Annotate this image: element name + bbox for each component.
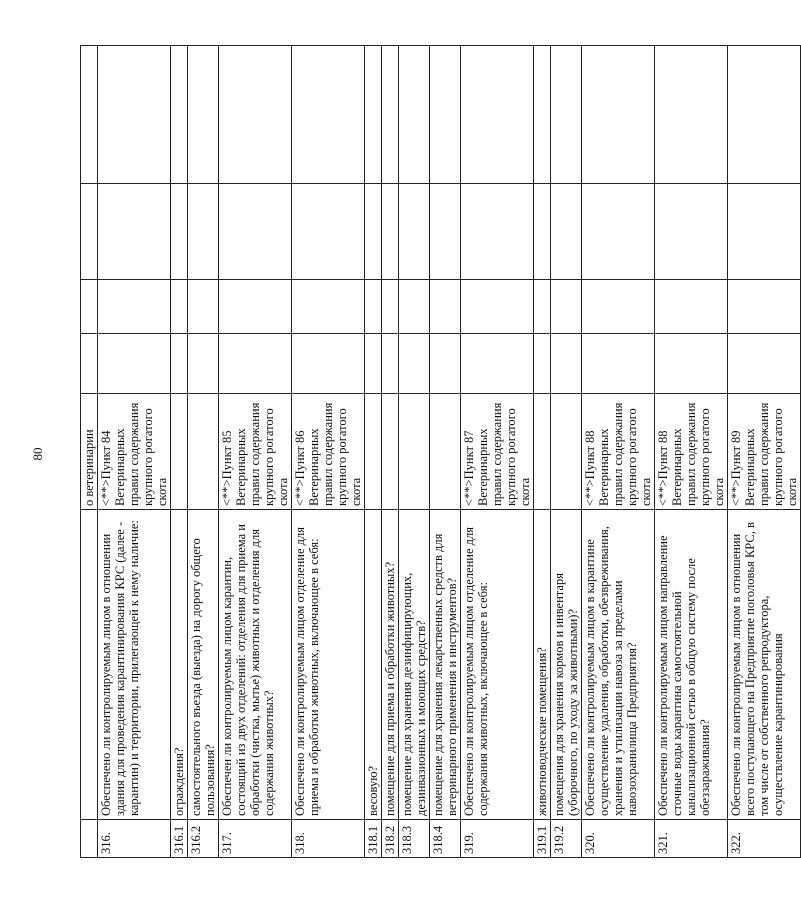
row-question: помещения для хранения кормов и инвентаря (уборочного, по уходу за животными)? — [551, 510, 582, 820]
answer-no-cell — [655, 280, 728, 334]
note-cell — [582, 46, 655, 184]
row-reference — [399, 394, 430, 510]
not-applicable-cell — [98, 184, 171, 280]
answer-no-cell — [399, 280, 430, 334]
note-cell — [292, 46, 365, 184]
row-reference — [365, 394, 382, 510]
answer-no-cell — [382, 280, 399, 334]
row-question: самостоятельного въезда (выезда) на дорогу общего пользования? — [188, 510, 219, 820]
row-question: Обеспечено ли контролируемым лицом направление сточные воды карантина самостоятельной канализационной сетью в общую систему после обеззараживания? — [655, 510, 728, 820]
not-applicable-cell — [219, 184, 292, 280]
table-row — [382, 46, 399, 858]
not-applicable-cell — [461, 184, 534, 280]
row-number: 316. — [98, 820, 171, 858]
table-row — [430, 46, 461, 858]
note-cell — [399, 46, 430, 184]
note-cell — [655, 46, 728, 184]
note-cell — [171, 46, 188, 184]
not-applicable-cell — [382, 184, 399, 280]
row-question: Обеспечено ли контролируемым лицом в отношении всего поступающего на Предприятие поголовья КРС, в том числе от собственного репродуктора, осуществление карантинирования — [728, 510, 801, 820]
note-cell — [461, 46, 534, 184]
answer-no-cell — [219, 280, 292, 334]
row-reference: <**>Пункт 84 Ветеринарных правил содержания крупного рогатого скота — [98, 394, 171, 510]
row-reference: <**>Пункт 89 Ветеринарных правил содержания крупного рогатого скота — [728, 394, 801, 510]
answer-yes-cell — [399, 334, 430, 394]
table-row — [98, 46, 171, 858]
table-row — [365, 46, 382, 858]
row-number: 320. — [582, 820, 655, 858]
not-applicable-cell — [399, 184, 430, 280]
row-question: Обеспечено ли контролируемым лицом отделение для приема и обработки животных, включающее в себя: — [292, 510, 365, 820]
not-applicable-cell — [582, 184, 655, 280]
answer-yes-cell — [219, 334, 292, 394]
row-question: помещение для приема и обработки животных? — [382, 510, 399, 820]
row-reference — [534, 394, 551, 510]
table-row — [655, 46, 728, 858]
row-reference — [430, 394, 461, 510]
note-cell — [382, 46, 399, 184]
row-number: 316.2 — [188, 820, 219, 858]
row-reference: <**>Пункт 88 Ветеринарных правил содержания крупного рогатого скота — [582, 394, 655, 510]
row-question — [81, 510, 98, 820]
answer-yes-cell — [98, 334, 171, 394]
row-reference: <**>Пункт 85 Ветеринарных правил содержания крупного рогатого скота — [219, 394, 292, 510]
answer-no-cell — [98, 280, 171, 334]
answer-no-cell — [171, 280, 188, 334]
table-row — [551, 46, 582, 858]
table-row — [188, 46, 219, 858]
answer-no-cell — [365, 280, 382, 334]
not-applicable-cell — [430, 184, 461, 280]
checklist-table — [80, 45, 801, 858]
answer-no-cell — [81, 280, 98, 334]
note-cell — [728, 46, 801, 184]
row-number: 318.1 — [365, 820, 382, 858]
answer-no-cell — [534, 280, 551, 334]
row-reference: <**>Пункт 88 Ветеринарных правил содержания крупного рогатого скота — [655, 394, 728, 510]
row-question: животноводческие помещения? — [534, 510, 551, 820]
row-number: 318.3 — [399, 820, 430, 858]
row-number: 317. — [219, 820, 292, 858]
row-reference — [382, 394, 399, 510]
answer-no-cell — [728, 280, 801, 334]
note-cell — [188, 46, 219, 184]
not-applicable-cell — [365, 184, 382, 280]
row-number: 319.1 — [534, 820, 551, 858]
note-cell — [81, 46, 98, 184]
answer-yes-cell — [728, 334, 801, 394]
answer-no-cell — [551, 280, 582, 334]
row-number: 318. — [292, 820, 365, 858]
row-question: Обеспечено ли контролируемым лицом в карантине осуществление удаления, обработки, обезвреживания, хранения и утилизации навоза за пределами навозохранилища Предприятия? — [582, 510, 655, 820]
table-row — [219, 46, 292, 858]
answer-yes-cell — [292, 334, 365, 394]
answer-yes-cell — [81, 334, 98, 394]
answer-yes-cell — [171, 334, 188, 394]
row-number — [81, 820, 98, 858]
answer-no-cell — [188, 280, 219, 334]
not-applicable-cell — [292, 184, 365, 280]
table-row — [81, 46, 98, 858]
rotated-page — [80, 46, 799, 858]
answer-yes-cell — [188, 334, 219, 394]
row-question: ограждения? — [171, 510, 188, 820]
answer-yes-cell — [551, 334, 582, 394]
answer-yes-cell — [430, 334, 461, 394]
row-reference: <**>Пункт 86 Ветеринарных правил содержания крупного рогатого скота — [292, 394, 365, 510]
table-row — [461, 46, 534, 858]
answer-yes-cell — [582, 334, 655, 394]
answer-yes-cell — [534, 334, 551, 394]
answer-no-cell — [430, 280, 461, 334]
table-row — [728, 46, 801, 858]
note-cell — [551, 46, 582, 184]
answer-no-cell — [292, 280, 365, 334]
row-reference — [551, 394, 582, 510]
table-row — [292, 46, 365, 858]
row-reference: о ветеринарии — [81, 394, 98, 510]
checklist-body — [81, 46, 801, 858]
not-applicable-cell — [81, 184, 98, 280]
row-number: 316.1 — [171, 820, 188, 858]
not-applicable-cell — [655, 184, 728, 280]
table-row — [582, 46, 655, 858]
note-cell — [430, 46, 461, 184]
row-question: помещение для хранения лекарственных средств для ветеринарного применения и инструментов? — [430, 510, 461, 820]
not-applicable-cell — [171, 184, 188, 280]
row-number: 318.2 — [382, 820, 399, 858]
answer-yes-cell — [655, 334, 728, 394]
not-applicable-cell — [551, 184, 582, 280]
table-row — [534, 46, 551, 858]
row-reference — [171, 394, 188, 510]
answer-yes-cell — [365, 334, 382, 394]
note-cell — [98, 46, 171, 184]
answer-yes-cell — [382, 334, 399, 394]
row-question: Обеспечен ли контролируемым лицом карантин, состоящий из двух отделений: отделения для приема и обработки (чистка, мытье) животных и отделения для содержания животных? — [219, 510, 292, 820]
not-applicable-cell — [534, 184, 551, 280]
row-number: 318.4 — [430, 820, 461, 858]
row-number: 321. — [655, 820, 728, 858]
row-number: 319. — [461, 820, 534, 858]
not-applicable-cell — [728, 184, 801, 280]
row-question: помещение для хранения дезинфицирующих, дезинвазионных и моющих средств? — [399, 510, 430, 820]
row-question: Обеспечено ли контролируемым лицом отделение для содержания животных, включающее в себя: — [461, 510, 534, 820]
row-number: 319.2 — [551, 820, 582, 858]
table-row — [399, 46, 430, 858]
answer-no-cell — [582, 280, 655, 334]
answer-no-cell — [461, 280, 534, 334]
note-cell — [219, 46, 292, 184]
note-cell — [365, 46, 382, 184]
row-reference — [188, 394, 219, 510]
not-applicable-cell — [188, 184, 219, 280]
answer-yes-cell — [461, 334, 534, 394]
table-row — [171, 46, 188, 858]
row-reference: <**>Пункт 87 Ветеринарных правил содержания крупного рогатого скота — [461, 394, 534, 510]
row-question: Обеспечено ли контролируемым лицом в отношении здания для проведения карантинирования КРС (далее - карантин) и территории, прилегающей к нему наличие: — [98, 510, 171, 820]
row-question: весовую? — [365, 510, 382, 820]
row-number: 322. — [728, 820, 801, 858]
note-cell — [534, 46, 551, 184]
page-number: 80 — [30, 447, 45, 461]
